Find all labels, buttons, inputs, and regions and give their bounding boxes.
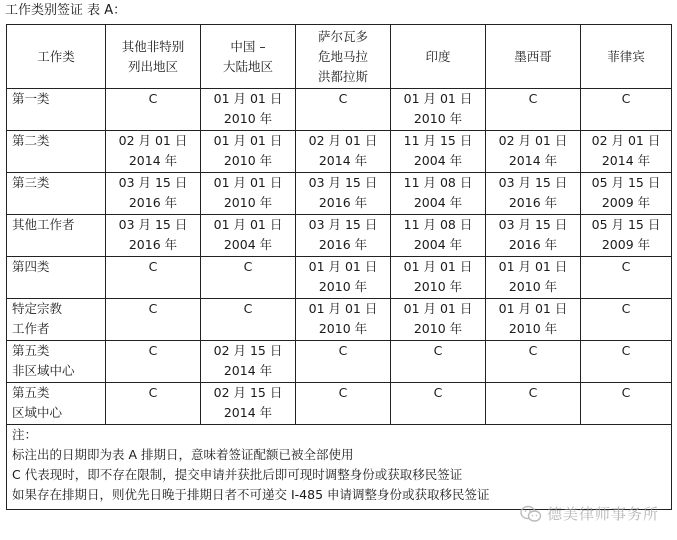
table-cell: 02 月 01 日 2014 年 xyxy=(581,131,672,173)
table-cell: C xyxy=(581,341,672,383)
table-cell: 01 月 01 日 2010 年 xyxy=(201,131,296,173)
table-cell: C xyxy=(201,257,296,299)
table-cell: 02 月 01 日 2014 年 xyxy=(486,131,581,173)
table-caption: 工作类别签证 表 A： xyxy=(5,3,127,18)
table-cell: C xyxy=(486,341,581,383)
table-cell: C xyxy=(581,299,672,341)
table-cell: 03 月 15 日 2016 年 xyxy=(486,215,581,257)
table-row xyxy=(7,215,672,257)
table-cell: C xyxy=(296,341,391,383)
table-cell: 01 月 01 日 2004 年 xyxy=(201,215,296,257)
header-philippines: 菲律宾 xyxy=(581,25,672,89)
watermark xyxy=(520,503,659,524)
table-cell: C xyxy=(391,383,486,425)
visa-bulletin-table xyxy=(6,24,672,510)
table-row xyxy=(7,383,672,425)
row-category: 其他工作者 xyxy=(7,215,106,257)
table-cell: 03 月 15 日 2016 年 xyxy=(296,215,391,257)
note-line: 如果存在排期日，则优先日晚于排期日者不可递交 I-485 申请调整身份或获取移民签证 xyxy=(12,487,490,502)
table-cell: 01 月 01 日 2010 年 xyxy=(391,89,486,131)
note-line: 标注出的日期即为表 A 排期日，意味着签证配额已被全部使用 xyxy=(12,447,354,462)
table-cell: 01 月 01 日 2010 年 xyxy=(201,173,296,215)
table-row xyxy=(7,131,672,173)
table-cell: 03 月 15 日 2016 年 xyxy=(296,173,391,215)
table-cell: C xyxy=(106,383,201,425)
table-cell: 01 月 01 日 2010 年 xyxy=(201,89,296,131)
table-cell: C xyxy=(201,299,296,341)
table-cell: C xyxy=(581,383,672,425)
table-cell: 01 月 01 日 2010 年 xyxy=(296,299,391,341)
table-cell: 05 月 15 日 2009 年 xyxy=(581,173,672,215)
row-category: 第五类 区域中心 xyxy=(7,383,106,425)
notes-cell xyxy=(7,425,672,510)
row-category: 第五类 非区域中心 xyxy=(7,341,106,383)
table-row xyxy=(7,257,672,299)
table-row xyxy=(7,89,672,131)
table-cell: 02 月 01 日 2014 年 xyxy=(106,131,201,173)
table-header-row xyxy=(7,25,672,89)
table-cell: C xyxy=(581,257,672,299)
table-cell: 03 月 15 日 2016 年 xyxy=(106,215,201,257)
notes-row xyxy=(7,425,672,510)
table-cell: 03 月 15 日 2016 年 xyxy=(106,173,201,215)
table-cell: 02 月 01 日 2014 年 xyxy=(296,131,391,173)
table-cell: 01 月 01 日 2010 年 xyxy=(391,257,486,299)
table-cell: 03 月 15 日 2016 年 xyxy=(486,173,581,215)
table-cell: C xyxy=(296,89,391,131)
header-china: 中国 – 大陆地区 xyxy=(201,25,296,89)
table-cell: 01 月 01 日 2010 年 xyxy=(296,257,391,299)
table-cell: C xyxy=(486,383,581,425)
table-row xyxy=(7,173,672,215)
table-cell: C xyxy=(106,341,201,383)
row-category: 第二类 xyxy=(7,131,106,173)
table-cell: 01 月 01 日 2010 年 xyxy=(486,257,581,299)
table-cell: C xyxy=(296,383,391,425)
note-line: C 代表现时，即不存在限制，提交申请并获批后即可现时调整身份或获取移民签证 xyxy=(12,467,463,482)
table-cell: 02 月 15 日 2014 年 xyxy=(201,341,296,383)
table-cell: C xyxy=(391,341,486,383)
wechat-icon xyxy=(520,505,542,523)
table-cell: 01 月 01 日 2010 年 xyxy=(486,299,581,341)
table-cell: C xyxy=(106,257,201,299)
header-central-america: 萨尔瓦多 危地马拉 洪都拉斯 xyxy=(296,25,391,89)
watermark-text: 德美律师事务所 xyxy=(546,505,659,523)
header-other-countries: 其他非特别 列出地区 xyxy=(106,25,201,89)
table-cell: C xyxy=(581,89,672,131)
table-cell: C xyxy=(106,89,201,131)
notes-title: 注： xyxy=(12,427,38,442)
table-row xyxy=(7,341,672,383)
table-cell: 05 月 15 日 2009 年 xyxy=(581,215,672,257)
table-row xyxy=(7,299,672,341)
table-cell: C xyxy=(106,299,201,341)
table-cell: 11 月 08 日 2004 年 xyxy=(391,215,486,257)
table-cell: 01 月 01 日 2010 年 xyxy=(391,299,486,341)
header-india: 印度 xyxy=(391,25,486,89)
table-cell: 11 月 15 日 2004 年 xyxy=(391,131,486,173)
table-cell: 11 月 08 日 2004 年 xyxy=(391,173,486,215)
row-category: 特定宗教 工作者 xyxy=(7,299,106,341)
row-category: 第四类 xyxy=(7,257,106,299)
table-cell: C xyxy=(486,89,581,131)
header-category: 工作类 xyxy=(7,25,106,89)
row-category: 第一类 xyxy=(7,89,106,131)
table-cell: 02 月 15 日 2014 年 xyxy=(201,383,296,425)
row-category: 第三类 xyxy=(7,173,106,215)
header-mexico: 墨西哥 xyxy=(486,25,581,89)
